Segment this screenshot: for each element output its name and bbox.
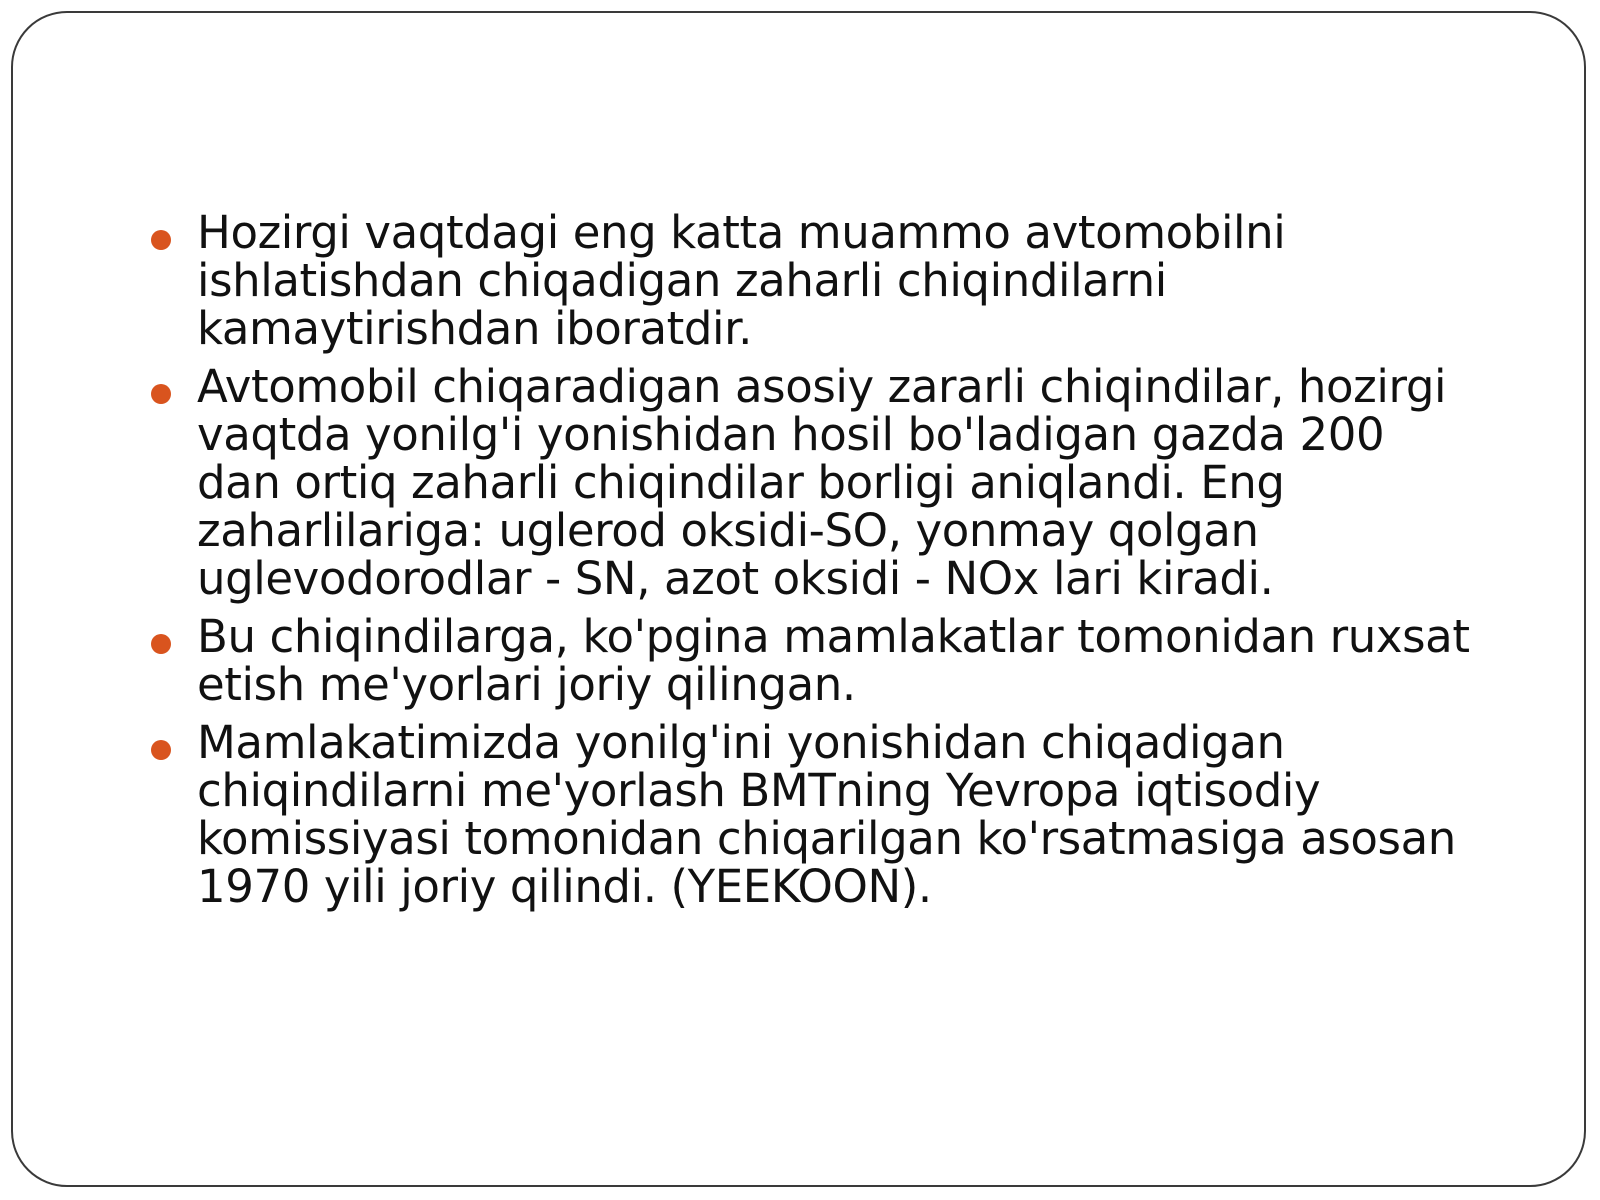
bullet-text-1: Hozirgi vaqtdagi eng katta muammo avtomobilni ishlatishdan chiqadigan zaharli chiqindilarni kamaytirishdan iboratdir. xyxy=(197,206,1286,355)
round-bullet-icon xyxy=(151,634,171,654)
bullet-list xyxy=(141,206,1471,913)
bullet-item-2 xyxy=(141,360,1471,605)
round-bullet-icon xyxy=(151,230,171,250)
bullet-text-2: Avtomobil chiqaradigan asosiy zararli chiqindilar, hozirgi vaqtda yonilg'i yonishidan hosil bo'ladigan gazda 200 dan ortiq zaharli chiqindilar borligi aniqlandi. Eng zaharlilariga: uglerod oksidi-SO, yonmay qolgan uglevodorodlar - SN, azot oksidi - NOx lari kiradi. xyxy=(197,360,1447,605)
bullet-text-4: Mamlakatimizda yonilg'ini yonishidan chiqadigan chiqindilarni me'yorlash BMTning Yevropa iqtisodiy komissiyasi tomonidan chiqarilgan ko'rsatmasiga asosan 1970 yili joriy qilindi. (YEEKOON). xyxy=(197,716,1456,913)
round-bullet-icon xyxy=(151,384,171,404)
round-bullet-icon xyxy=(151,740,171,760)
bullet-text-3: Bu chiqindilarga, ko'pgina mamlakatlar tomonidan ruxsat etish me'yorlari joriy qilingan. xyxy=(197,610,1470,711)
bullet-item-1 xyxy=(141,206,1471,355)
slide xyxy=(11,11,1586,1187)
slide-content xyxy=(141,206,1471,921)
bullet-item-4 xyxy=(141,716,1471,913)
bullet-item-3 xyxy=(141,610,1471,711)
